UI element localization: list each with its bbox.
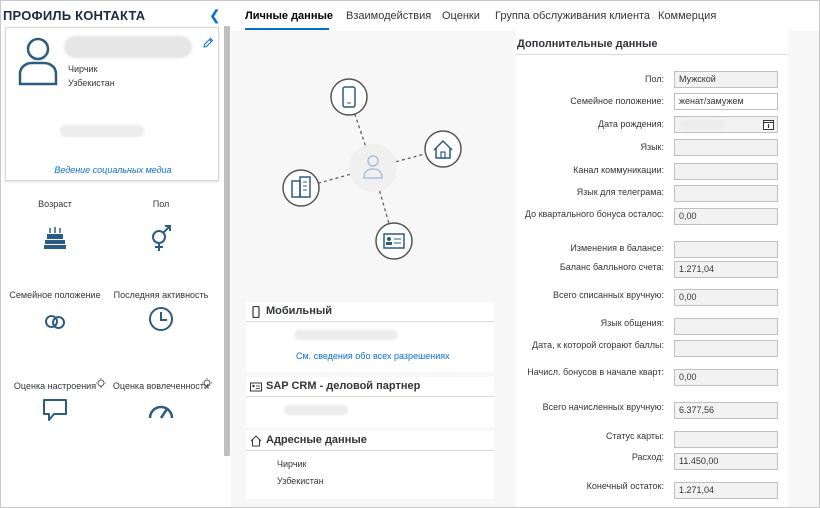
tile-marital-status[interactable]: [5, 289, 105, 332]
sidebar-scrollbar[interactable]: [224, 26, 230, 456]
gender-icon: [149, 225, 173, 253]
address-city: Чирчик: [277, 459, 307, 469]
contact-detail-redacted: [60, 125, 144, 137]
tab-interactions[interactable]: Взаимодействия: [346, 10, 432, 22]
address-panel-header: [246, 431, 494, 451]
tab-bar: [231, 1, 819, 31]
field-label: Всего начисленных вручную:: [542, 402, 664, 412]
edit-pencil-icon[interactable]: [202, 37, 214, 49]
field-label: Дата рождения:: [598, 119, 664, 129]
language-field[interactable]: [674, 139, 778, 156]
quarterly-bonus-remaining-field[interactable]: 0,00: [674, 208, 778, 225]
mobile-panel-header: [246, 302, 494, 322]
telegram-language-field[interactable]: [674, 185, 778, 202]
communication-channel-field[interactable]: [674, 163, 778, 180]
mobile-panel: [246, 302, 494, 372]
active-tab-indicator: [245, 28, 329, 30]
network-center-person[interactable]: [349, 144, 397, 192]
additional-data-form: [516, 31, 788, 507]
balance-changes-field[interactable]: [674, 241, 778, 258]
field-label: Статус карты:: [606, 431, 664, 441]
field-label: Баланс балльного счета:: [559, 262, 664, 272]
tile-last-activity[interactable]: [111, 289, 211, 332]
mobile-panel-title: Мобильный: [266, 305, 332, 317]
field-label: Расход:: [631, 452, 664, 462]
contact-city: Чирчик: [68, 64, 98, 74]
tile-age-label: Возраст: [38, 199, 72, 209]
mobile-number-redacted: [294, 330, 398, 340]
home-icon: [250, 435, 262, 447]
additional-data-title: Дополнительные данные: [517, 38, 658, 50]
tile-mood-label: Оценка настроения: [13, 381, 97, 391]
contact-card: [5, 27, 219, 181]
final-balance-field[interactable]: 1.271,04: [674, 482, 778, 499]
network-business-partner-node[interactable]: [283, 170, 319, 206]
communication-language-field[interactable]: [674, 318, 778, 335]
clock-icon: [148, 306, 174, 332]
field-label: Начисл. бонусов в начале кварт:: [527, 367, 664, 377]
field-label: Изменения в балансе:: [570, 243, 664, 253]
lightbulb-icon: [95, 378, 107, 390]
speech-bubble-icon: [42, 398, 68, 422]
contact-profile-sidebar: [1, 1, 223, 506]
calendar-icon[interactable]: [763, 119, 774, 130]
birthday-cake-icon: [42, 225, 68, 251]
tab-scores[interactable]: Оценки: [442, 10, 480, 22]
crm-partner-panel: [246, 377, 494, 427]
network-mobile-node[interactable]: [331, 79, 367, 115]
marital-status-field[interactable]: женат/замужем: [674, 93, 778, 110]
bonus-at-quarter-start-field[interactable]: 0,00: [674, 369, 778, 386]
network-address-node[interactable]: [425, 131, 461, 167]
tile-mood-score[interactable]: [5, 380, 105, 422]
tab-commerce[interactable]: Коммерция: [658, 10, 717, 22]
points-expiry-date-field[interactable]: [674, 340, 778, 357]
expense-field[interactable]: 11.450,00: [674, 453, 778, 470]
tile-engagement-score[interactable]: [111, 380, 211, 420]
tile-engagement-label: Оценка вовлеченности: [112, 381, 210, 391]
points-balance-field[interactable]: 1.271,04: [674, 261, 778, 278]
gauge-icon: [147, 398, 175, 420]
social-media-link[interactable]: Ведение социальных медиа: [54, 165, 172, 175]
tile-marital-label: Семейное положение: [9, 290, 101, 300]
lightbulb-icon: [201, 378, 213, 390]
field-label: Конечный остаток:: [586, 481, 664, 491]
contact-country: Узбекистан: [68, 78, 115, 88]
id-card-icon: [250, 381, 262, 393]
address-panel: [246, 431, 494, 499]
tab-personal-data[interactable]: Личные данные: [245, 10, 333, 22]
mobile-phone-icon: [250, 306, 262, 318]
permissions-link[interactable]: См. сведения обо всех разрешениях: [296, 351, 450, 361]
tile-age[interactable]: [5, 198, 105, 251]
total-accrued-manually-field[interactable]: 6.377,56: [674, 402, 778, 419]
rings-icon: [43, 312, 67, 332]
crm-panel-header: [246, 377, 494, 397]
address-country: Узбекистан: [277, 476, 324, 486]
total-written-off-field[interactable]: 0,00: [674, 289, 778, 306]
main-content: [231, 1, 819, 507]
additional-data-divider: [516, 54, 788, 55]
field-label: Язык:: [640, 142, 664, 152]
field-label: Всего списанных вручную:: [552, 290, 664, 300]
tile-gender-label: Пол: [152, 199, 170, 209]
collapse-sidebar-icon[interactable]: ❮: [209, 7, 221, 23]
tab-customer-service-group[interactable]: Группа обслуживания клиента: [495, 10, 651, 22]
field-label: Канал коммуникации:: [573, 165, 664, 175]
birth-date-field[interactable]: [674, 116, 778, 133]
tile-activity-label: Последняя активность: [113, 290, 209, 300]
address-panel-title: Адресные данные: [266, 434, 367, 446]
field-label: Пол:: [644, 74, 664, 84]
contact-name-redacted: [64, 36, 192, 58]
gender-field[interactable]: Мужской: [674, 71, 778, 88]
crm-partner-redacted: [284, 405, 348, 415]
field-label: Семейное положение:: [570, 96, 664, 106]
tile-gender[interactable]: [111, 198, 211, 253]
field-label: Дата, к которой сгорают баллы:: [532, 340, 664, 350]
field-label: Язык общения:: [600, 318, 664, 328]
network-id-card-node[interactable]: [376, 223, 412, 259]
contact-network-graph: [231, 31, 501, 299]
birth-date-redacted: [681, 120, 725, 129]
field-label: Язык для телеграма:: [576, 187, 664, 197]
card-status-field[interactable]: [674, 431, 778, 448]
sidebar-title: ПРОФИЛЬ КОНТАКТА: [3, 8, 146, 23]
person-avatar-icon: [16, 36, 60, 86]
crm-panel-title: SAP CRM - деловой партнер: [266, 380, 421, 392]
field-label: До квартального бонуса осталос:: [524, 209, 664, 219]
